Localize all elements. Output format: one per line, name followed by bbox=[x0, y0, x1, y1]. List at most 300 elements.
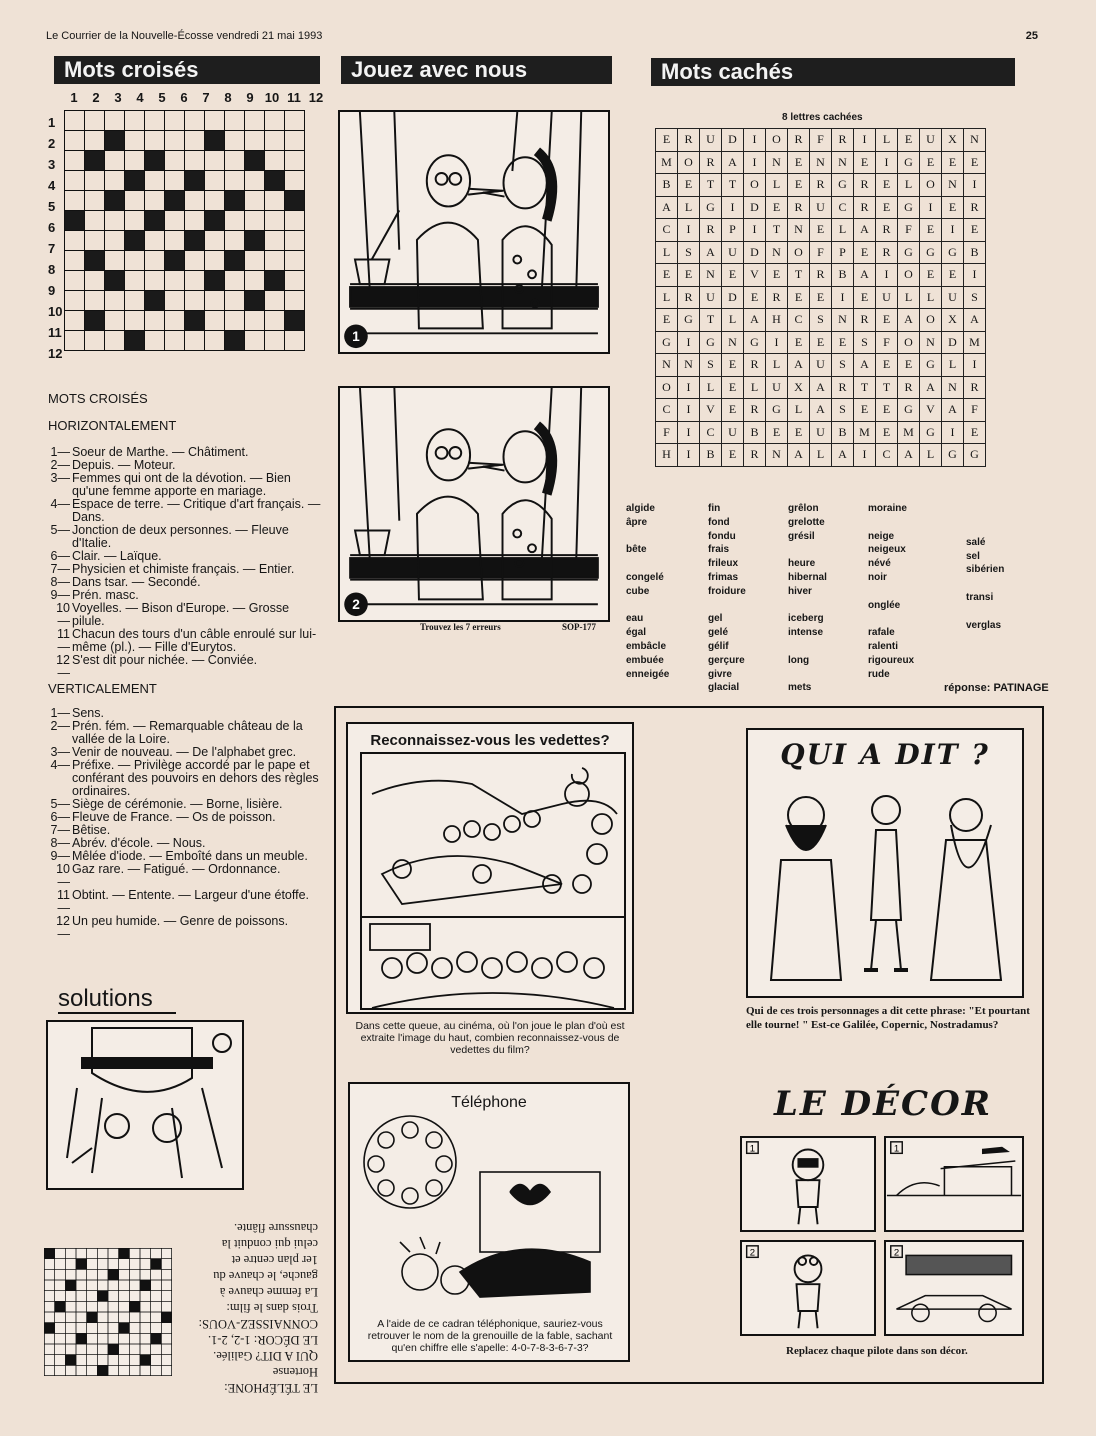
crossword-cell[interactable] bbox=[245, 131, 265, 151]
word-search-cell[interactable]: V bbox=[700, 399, 722, 422]
word-search-cell[interactable]: G bbox=[964, 444, 986, 467]
word-search-cell[interactable]: E bbox=[920, 151, 942, 174]
crossword-cell[interactable] bbox=[145, 291, 165, 311]
crossword-cell[interactable] bbox=[65, 331, 85, 351]
word-search-cell[interactable]: I bbox=[678, 444, 700, 467]
word-search-cell[interactable]: R bbox=[788, 196, 810, 219]
word-search-cell[interactable]: N bbox=[810, 151, 832, 174]
word-search-cell[interactable]: R bbox=[744, 444, 766, 467]
crossword-cell[interactable] bbox=[105, 331, 125, 351]
word-search-cell[interactable]: B bbox=[832, 264, 854, 287]
crossword-cell[interactable] bbox=[165, 291, 185, 311]
crossword-cell[interactable] bbox=[265, 191, 285, 211]
word-search-cell[interactable]: R bbox=[876, 241, 898, 264]
word-search-cell[interactable]: E bbox=[656, 264, 678, 287]
crossword-cell[interactable] bbox=[225, 171, 245, 191]
word-search-cell[interactable]: A bbox=[898, 444, 920, 467]
crossword-cell[interactable] bbox=[265, 331, 285, 351]
crossword-cell[interactable] bbox=[105, 291, 125, 311]
word-search-cell[interactable]: L bbox=[788, 399, 810, 422]
word-search-cell[interactable]: L bbox=[832, 219, 854, 242]
word-search-cell[interactable]: L bbox=[810, 444, 832, 467]
word-search-cell[interactable]: E bbox=[964, 421, 986, 444]
word-search-cell[interactable]: U bbox=[722, 421, 744, 444]
word-search-cell[interactable]: E bbox=[656, 129, 678, 152]
crossword-cell[interactable] bbox=[165, 311, 185, 331]
word-search-cell[interactable]: T bbox=[788, 264, 810, 287]
word-search-cell[interactable]: B bbox=[832, 421, 854, 444]
word-search-cell[interactable]: G bbox=[678, 309, 700, 332]
crossword-cell[interactable] bbox=[105, 191, 125, 211]
word-search-cell[interactable]: G bbox=[898, 151, 920, 174]
crossword-cell[interactable] bbox=[65, 131, 85, 151]
crossword-cell[interactable] bbox=[65, 111, 85, 131]
word-search-cell[interactable]: E bbox=[656, 309, 678, 332]
crossword-cell[interactable] bbox=[145, 111, 165, 131]
crossword-cell[interactable] bbox=[165, 171, 185, 191]
word-search-cell[interactable]: L bbox=[744, 376, 766, 399]
crossword-cell[interactable] bbox=[185, 311, 205, 331]
word-search-cell[interactable]: E bbox=[722, 444, 744, 467]
crossword-cell[interactable] bbox=[125, 171, 145, 191]
word-search-cell[interactable]: E bbox=[788, 421, 810, 444]
word-search-cell[interactable]: E bbox=[876, 354, 898, 377]
word-search-cell[interactable]: S bbox=[854, 331, 876, 354]
word-search-cell[interactable]: I bbox=[744, 129, 766, 152]
crossword-cell[interactable] bbox=[245, 311, 265, 331]
word-search-cell[interactable]: U bbox=[766, 376, 788, 399]
word-search-cell[interactable]: N bbox=[722, 331, 744, 354]
word-search-cell[interactable]: N bbox=[766, 151, 788, 174]
crossword-cell[interactable] bbox=[105, 311, 125, 331]
word-search-cell[interactable]: N bbox=[964, 129, 986, 152]
word-search-cell[interactable]: C bbox=[656, 219, 678, 242]
word-search-cell[interactable]: E bbox=[788, 286, 810, 309]
word-search-cell[interactable]: L bbox=[920, 444, 942, 467]
word-search-cell[interactable]: G bbox=[898, 399, 920, 422]
word-search-cell[interactable]: E bbox=[920, 219, 942, 242]
word-search-cell[interactable]: N bbox=[788, 219, 810, 242]
word-search-cell[interactable]: A bbox=[722, 151, 744, 174]
word-search-cell[interactable]: O bbox=[744, 174, 766, 197]
word-search-cell[interactable]: L bbox=[898, 174, 920, 197]
word-search-cell[interactable]: A bbox=[700, 241, 722, 264]
crossword-cell[interactable] bbox=[145, 151, 165, 171]
word-search-cell[interactable]: I bbox=[942, 421, 964, 444]
crossword-cell[interactable] bbox=[285, 171, 305, 191]
word-search-cell[interactable]: I bbox=[678, 331, 700, 354]
crossword-cell[interactable] bbox=[85, 331, 105, 351]
word-search-cell[interactable]: E bbox=[722, 399, 744, 422]
crossword-cell[interactable] bbox=[125, 331, 145, 351]
word-search-cell[interactable]: N bbox=[920, 331, 942, 354]
crossword-cell[interactable] bbox=[205, 311, 225, 331]
word-search-cell[interactable]: A bbox=[854, 354, 876, 377]
crossword-cell[interactable] bbox=[245, 231, 265, 251]
crossword-cell[interactable] bbox=[105, 111, 125, 131]
crossword-cell[interactable] bbox=[165, 131, 185, 151]
crossword-cell[interactable] bbox=[245, 191, 265, 211]
word-search-cell[interactable]: R bbox=[678, 286, 700, 309]
word-search-cell[interactable]: G bbox=[766, 399, 788, 422]
word-search-cell[interactable]: C bbox=[876, 444, 898, 467]
crossword-cell[interactable] bbox=[165, 331, 185, 351]
word-search-cell[interactable]: E bbox=[964, 151, 986, 174]
word-search-cell[interactable]: O bbox=[788, 241, 810, 264]
word-search-cell[interactable]: I bbox=[722, 196, 744, 219]
word-search-cell[interactable]: T bbox=[766, 219, 788, 242]
word-search-cell[interactable]: F bbox=[810, 129, 832, 152]
word-search-cell[interactable]: E bbox=[854, 399, 876, 422]
word-search-cell[interactable]: U bbox=[876, 286, 898, 309]
word-search-cell[interactable]: L bbox=[876, 129, 898, 152]
word-search-cell[interactable]: E bbox=[788, 174, 810, 197]
word-search-cell[interactable]: E bbox=[876, 421, 898, 444]
crossword-cell[interactable] bbox=[265, 231, 285, 251]
word-search-cell[interactable]: N bbox=[832, 151, 854, 174]
word-search-cell[interactable]: E bbox=[810, 219, 832, 242]
crossword-cell[interactable] bbox=[225, 271, 245, 291]
word-search-cell[interactable]: U bbox=[722, 241, 744, 264]
word-search-cell[interactable]: E bbox=[898, 129, 920, 152]
word-search-cell[interactable]: C bbox=[656, 399, 678, 422]
word-search-cell[interactable]: R bbox=[700, 151, 722, 174]
crossword-cell[interactable] bbox=[145, 131, 165, 151]
word-search-cell[interactable]: N bbox=[942, 376, 964, 399]
crossword-cell[interactable] bbox=[265, 211, 285, 231]
word-search-cell[interactable]: E bbox=[678, 264, 700, 287]
crossword-cell[interactable] bbox=[185, 151, 205, 171]
word-search-cell[interactable]: N bbox=[678, 354, 700, 377]
word-search-cell[interactable]: O bbox=[678, 151, 700, 174]
crossword-grid[interactable] bbox=[64, 110, 305, 351]
crossword-cell[interactable] bbox=[85, 311, 105, 331]
crossword-cell[interactable] bbox=[125, 111, 145, 131]
crossword-cell[interactable] bbox=[145, 171, 165, 191]
crossword-cell[interactable] bbox=[265, 291, 285, 311]
word-search-cell[interactable]: D bbox=[722, 286, 744, 309]
word-search-cell[interactable]: A bbox=[788, 354, 810, 377]
word-search-cell[interactable]: R bbox=[854, 309, 876, 332]
crossword-cell[interactable] bbox=[185, 111, 205, 131]
word-search-cell[interactable]: A bbox=[656, 196, 678, 219]
word-search-cell[interactable]: B bbox=[700, 444, 722, 467]
word-search-cell[interactable]: A bbox=[854, 219, 876, 242]
word-search-cell[interactable]: L bbox=[942, 354, 964, 377]
word-search-cell[interactable]: A bbox=[942, 399, 964, 422]
word-search-cell[interactable]: E bbox=[876, 174, 898, 197]
crossword-cell[interactable] bbox=[65, 311, 85, 331]
word-search-cell[interactable]: G bbox=[700, 331, 722, 354]
word-search-cell[interactable]: E bbox=[964, 219, 986, 242]
crossword-cell[interactable] bbox=[85, 111, 105, 131]
word-search-cell[interactable]: R bbox=[898, 376, 920, 399]
word-search-cell[interactable]: S bbox=[678, 241, 700, 264]
crossword-cell[interactable] bbox=[245, 151, 265, 171]
word-search-cell[interactable]: E bbox=[854, 241, 876, 264]
crossword-cell[interactable] bbox=[125, 231, 145, 251]
word-search-cell[interactable]: N bbox=[766, 444, 788, 467]
word-search-cell[interactable]: I bbox=[876, 151, 898, 174]
word-search-cell[interactable]: L bbox=[722, 309, 744, 332]
word-search-cell[interactable]: E bbox=[744, 286, 766, 309]
crossword-cell[interactable] bbox=[185, 131, 205, 151]
word-search-cell[interactable]: F bbox=[876, 331, 898, 354]
crossword-cell[interactable] bbox=[265, 171, 285, 191]
crossword-cell[interactable] bbox=[165, 111, 185, 131]
word-search-cell[interactable]: R bbox=[876, 219, 898, 242]
word-search-cell[interactable]: I bbox=[920, 196, 942, 219]
crossword-cell[interactable] bbox=[85, 171, 105, 191]
crossword-cell[interactable] bbox=[85, 231, 105, 251]
crossword-cell[interactable] bbox=[285, 151, 305, 171]
crossword-cell[interactable] bbox=[65, 231, 85, 251]
crossword-cell[interactable] bbox=[285, 311, 305, 331]
word-search-cell[interactable]: T bbox=[876, 376, 898, 399]
word-search-cell[interactable]: E bbox=[920, 264, 942, 287]
word-search-cell[interactable]: X bbox=[942, 309, 964, 332]
word-search-cell[interactable]: D bbox=[942, 331, 964, 354]
crossword-cell[interactable] bbox=[185, 291, 205, 311]
crossword-cell[interactable] bbox=[145, 311, 165, 331]
word-search-cell[interactable]: L bbox=[920, 286, 942, 309]
crossword-cell[interactable] bbox=[105, 271, 125, 291]
word-search-cell[interactable]: F bbox=[898, 219, 920, 242]
crossword-cell[interactable] bbox=[185, 271, 205, 291]
word-search-cell[interactable]: E bbox=[722, 376, 744, 399]
crossword-cell[interactable] bbox=[245, 251, 265, 271]
word-search-cell[interactable]: I bbox=[854, 129, 876, 152]
crossword-cell[interactable] bbox=[165, 271, 185, 291]
word-search-cell[interactable]: B bbox=[744, 421, 766, 444]
word-search-cell[interactable]: G bbox=[700, 196, 722, 219]
word-search-cell[interactable]: I bbox=[744, 219, 766, 242]
crossword-cell[interactable] bbox=[265, 251, 285, 271]
crossword-cell[interactable] bbox=[245, 331, 265, 351]
crossword-cell[interactable] bbox=[265, 131, 285, 151]
crossword-cell[interactable] bbox=[205, 291, 225, 311]
word-search-cell[interactable]: A bbox=[744, 309, 766, 332]
word-search-cell[interactable]: P bbox=[832, 241, 854, 264]
crossword-cell[interactable] bbox=[285, 131, 305, 151]
crossword-cell[interactable] bbox=[125, 271, 145, 291]
word-search-cell[interactable]: A bbox=[810, 376, 832, 399]
word-search-cell[interactable]: L bbox=[656, 241, 678, 264]
word-search-cell[interactable]: G bbox=[656, 331, 678, 354]
crossword-cell[interactable] bbox=[165, 191, 185, 211]
crossword-cell[interactable] bbox=[165, 251, 185, 271]
crossword-cell[interactable] bbox=[245, 211, 265, 231]
crossword-cell[interactable] bbox=[145, 251, 165, 271]
word-search-cell[interactable]: V bbox=[920, 399, 942, 422]
crossword-cell[interactable] bbox=[165, 211, 185, 231]
crossword-cell[interactable] bbox=[125, 191, 145, 211]
word-search-cell[interactable]: F bbox=[810, 241, 832, 264]
word-search-cell[interactable]: L bbox=[766, 174, 788, 197]
crossword-cell[interactable] bbox=[225, 131, 245, 151]
word-search-cell[interactable]: A bbox=[788, 444, 810, 467]
crossword-cell[interactable] bbox=[105, 171, 125, 191]
crossword-cell[interactable] bbox=[285, 271, 305, 291]
word-search-cell[interactable]: T bbox=[700, 309, 722, 332]
crossword-cell[interactable] bbox=[205, 271, 225, 291]
word-search-cell[interactable]: O bbox=[898, 264, 920, 287]
word-search-cell[interactable]: T bbox=[722, 174, 744, 197]
word-search-cell[interactable]: N bbox=[832, 309, 854, 332]
crossword-cell[interactable] bbox=[285, 231, 305, 251]
word-search-cell[interactable]: E bbox=[876, 399, 898, 422]
word-search-cell[interactable]: F bbox=[964, 399, 986, 422]
word-search-cell[interactable]: A bbox=[854, 264, 876, 287]
crossword-cell[interactable] bbox=[125, 251, 145, 271]
crossword-cell[interactable] bbox=[225, 251, 245, 271]
word-search-cell[interactable]: S bbox=[964, 286, 986, 309]
word-search-cell[interactable]: E bbox=[942, 151, 964, 174]
crossword-cell[interactable] bbox=[125, 311, 145, 331]
crossword-cell[interactable] bbox=[105, 231, 125, 251]
word-search-cell[interactable]: E bbox=[810, 331, 832, 354]
crossword-cell[interactable] bbox=[185, 251, 205, 271]
word-search-cell[interactable]: E bbox=[832, 331, 854, 354]
crossword-cell[interactable] bbox=[165, 151, 185, 171]
crossword-cell[interactable] bbox=[105, 251, 125, 271]
word-search-cell[interactable]: I bbox=[832, 286, 854, 309]
word-search-cell[interactable]: E bbox=[854, 286, 876, 309]
crossword-cell[interactable] bbox=[205, 171, 225, 191]
crossword-cell[interactable] bbox=[265, 311, 285, 331]
word-search-cell[interactable]: H bbox=[656, 444, 678, 467]
word-search-cell[interactable]: V bbox=[744, 264, 766, 287]
word-search-cell[interactable]: U bbox=[810, 196, 832, 219]
word-search-cell[interactable]: T bbox=[854, 376, 876, 399]
word-search-cell[interactable]: E bbox=[810, 286, 832, 309]
word-search-cell[interactable]: R bbox=[810, 174, 832, 197]
word-search-cell[interactable]: N bbox=[656, 354, 678, 377]
word-search-cell[interactable]: S bbox=[810, 309, 832, 332]
crossword-cell[interactable] bbox=[265, 151, 285, 171]
word-search-cell[interactable]: S bbox=[700, 354, 722, 377]
crossword-cell[interactable] bbox=[145, 211, 165, 231]
crossword-cell[interactable] bbox=[125, 211, 145, 231]
word-search-cell[interactable]: I bbox=[964, 174, 986, 197]
crossword-cell[interactable] bbox=[145, 271, 165, 291]
word-search-cell[interactable]: D bbox=[722, 129, 744, 152]
word-search-cell[interactable]: L bbox=[898, 286, 920, 309]
word-search-cell[interactable]: R bbox=[700, 219, 722, 242]
crossword-cell[interactable] bbox=[125, 291, 145, 311]
word-search-cell[interactable]: G bbox=[920, 241, 942, 264]
crossword-cell[interactable] bbox=[185, 231, 205, 251]
crossword-cell[interactable] bbox=[285, 251, 305, 271]
crossword-cell[interactable] bbox=[205, 131, 225, 151]
word-search-cell[interactable]: E bbox=[788, 151, 810, 174]
word-search-cell[interactable]: E bbox=[898, 354, 920, 377]
crossword-cell[interactable] bbox=[225, 111, 245, 131]
word-search-cell[interactable]: I bbox=[854, 444, 876, 467]
crossword-cell[interactable] bbox=[245, 171, 265, 191]
crossword-cell[interactable] bbox=[145, 331, 165, 351]
crossword-cell[interactable] bbox=[65, 151, 85, 171]
word-search-cell[interactable]: G bbox=[744, 331, 766, 354]
crossword-cell[interactable] bbox=[105, 151, 125, 171]
word-search-cell[interactable]: C bbox=[832, 196, 854, 219]
word-search-cell[interactable]: O bbox=[656, 376, 678, 399]
crossword-cell[interactable] bbox=[225, 231, 245, 251]
word-search-cell[interactable]: D bbox=[744, 196, 766, 219]
word-search-cell[interactable]: C bbox=[788, 309, 810, 332]
crossword-cell[interactable] bbox=[225, 191, 245, 211]
word-search-cell[interactable]: L bbox=[700, 376, 722, 399]
word-search-cell[interactable]: M bbox=[964, 331, 986, 354]
word-search-cell[interactable]: N bbox=[942, 174, 964, 197]
crossword-cell[interactable] bbox=[85, 151, 105, 171]
word-search-cell[interactable]: R bbox=[744, 354, 766, 377]
crossword-cell[interactable] bbox=[205, 231, 225, 251]
word-search-cell[interactable]: E bbox=[942, 264, 964, 287]
crossword-cell[interactable] bbox=[65, 271, 85, 291]
crossword-cell[interactable] bbox=[245, 271, 265, 291]
crossword-cell[interactable] bbox=[205, 251, 225, 271]
word-search-cell[interactable]: R bbox=[854, 196, 876, 219]
word-search-cell[interactable]: G bbox=[898, 241, 920, 264]
word-search-cell[interactable]: E bbox=[942, 196, 964, 219]
word-search-cell[interactable]: X bbox=[942, 129, 964, 152]
crossword-cell[interactable] bbox=[245, 111, 265, 131]
crossword-cell[interactable] bbox=[205, 331, 225, 351]
word-search-cell[interactable]: X bbox=[788, 376, 810, 399]
word-search-cell[interactable]: D bbox=[744, 241, 766, 264]
crossword-cell[interactable] bbox=[285, 291, 305, 311]
word-search-cell[interactable]: O bbox=[766, 129, 788, 152]
word-search-cell[interactable]: P bbox=[722, 219, 744, 242]
word-search-cell[interactable]: E bbox=[876, 309, 898, 332]
word-search-cell[interactable]: I bbox=[766, 331, 788, 354]
word-search-cell[interactable]: G bbox=[942, 444, 964, 467]
word-search-cell[interactable]: R bbox=[832, 376, 854, 399]
word-search-cell[interactable]: I bbox=[678, 421, 700, 444]
word-search-cell[interactable]: A bbox=[898, 309, 920, 332]
word-search-cell[interactable]: R bbox=[832, 129, 854, 152]
crossword-cell[interactable] bbox=[85, 191, 105, 211]
word-search-cell[interactable]: T bbox=[700, 174, 722, 197]
word-search-cell[interactable]: M bbox=[854, 421, 876, 444]
word-search-cell[interactable]: U bbox=[942, 286, 964, 309]
word-search-cell[interactable]: U bbox=[700, 286, 722, 309]
hidden-words-grid[interactable] bbox=[655, 128, 986, 467]
word-search-cell[interactable]: R bbox=[964, 376, 986, 399]
word-search-cell[interactable]: G bbox=[942, 241, 964, 264]
crossword-cell[interactable] bbox=[205, 211, 225, 231]
word-search-cell[interactable]: A bbox=[832, 444, 854, 467]
word-search-cell[interactable]: U bbox=[810, 421, 832, 444]
word-search-cell[interactable]: A bbox=[810, 399, 832, 422]
word-search-cell[interactable]: E bbox=[788, 331, 810, 354]
word-search-cell[interactable]: R bbox=[810, 264, 832, 287]
word-search-cell[interactable]: E bbox=[678, 174, 700, 197]
crossword-cell[interactable] bbox=[85, 131, 105, 151]
crossword-cell[interactable] bbox=[125, 131, 145, 151]
word-search-cell[interactable]: O bbox=[920, 309, 942, 332]
crossword-cell[interactable] bbox=[65, 251, 85, 271]
word-search-cell[interactable]: I bbox=[744, 151, 766, 174]
word-search-cell[interactable]: E bbox=[876, 196, 898, 219]
word-search-cell[interactable]: O bbox=[898, 331, 920, 354]
word-search-cell[interactable]: N bbox=[766, 241, 788, 264]
word-search-cell[interactable]: A bbox=[964, 309, 986, 332]
word-search-cell[interactable]: I bbox=[964, 264, 986, 287]
crossword-cell[interactable] bbox=[285, 331, 305, 351]
word-search-cell[interactable]: E bbox=[766, 421, 788, 444]
